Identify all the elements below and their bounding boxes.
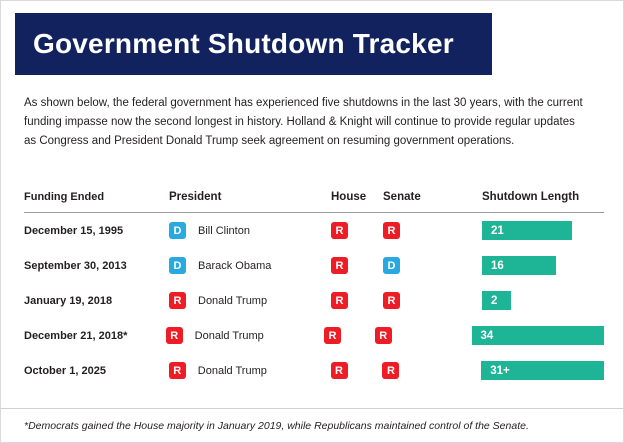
- president-name: Donald Trump: [198, 294, 268, 307]
- table-row: [24, 213, 604, 248]
- cell-shutdown-length: [482, 221, 604, 240]
- length-bar: 21: [482, 221, 572, 240]
- table-row: [24, 318, 604, 353]
- length-bar: 31+: [481, 361, 604, 380]
- column-header-president: President: [169, 191, 222, 203]
- cell-senate: [382, 362, 481, 379]
- house-party-badge-icon: R: [331, 292, 348, 309]
- column-header-funding-ended: Funding Ended: [24, 191, 105, 203]
- cell-funding-ended: December 15, 1995: [24, 224, 124, 237]
- senate-party-badge-icon: R: [375, 327, 392, 344]
- table-row: [24, 353, 604, 388]
- house-party-badge-icon: R: [331, 362, 348, 379]
- cell-house: [331, 222, 383, 239]
- cell-shutdown-length: [482, 256, 604, 275]
- president-name: Bill Clinton: [198, 224, 250, 237]
- president-name: Donald Trump: [197, 364, 267, 377]
- cell-shutdown-length: [482, 291, 604, 310]
- party-badge-icon: R: [166, 327, 183, 344]
- cell-house: [324, 327, 375, 344]
- footnote-divider: [1, 408, 623, 409]
- cell-senate: [375, 327, 472, 344]
- cell-house: [331, 292, 383, 309]
- senate-party-badge-icon: R: [383, 222, 400, 239]
- cell-president: [169, 362, 331, 379]
- president-name: Barack Obama: [198, 259, 272, 272]
- cell-senate: [383, 222, 482, 239]
- president-name: Donald Trump: [194, 329, 264, 342]
- cell-house: [331, 257, 383, 274]
- cell-funding-ended: December 21, 2018*: [24, 329, 128, 342]
- page-title: Government Shutdown Tracker: [33, 28, 454, 59]
- cell-president: [169, 292, 331, 309]
- table-row: [24, 248, 604, 283]
- party-badge-icon: R: [169, 362, 186, 379]
- cell-senate: [383, 292, 482, 309]
- shutdown-table: [24, 184, 604, 388]
- house-party-badge-icon: R: [331, 222, 348, 239]
- title-banner: [15, 13, 492, 75]
- house-party-badge-icon: R: [324, 327, 341, 344]
- cell-shutdown-length: [481, 361, 604, 380]
- column-header-shutdown-length: Shutdown Length: [482, 191, 580, 203]
- cell-president: [169, 222, 331, 239]
- house-party-badge-icon: R: [331, 257, 348, 274]
- cell-funding-ended: October 1, 2025: [24, 364, 106, 377]
- party-badge-icon: D: [169, 257, 186, 274]
- column-header-house: House: [331, 191, 367, 203]
- intro-paragraph: As shown below, the federal government has experienced five shutdowns in the last 30 years, with the current funding impasse now the second longest in history. Holland & Knight will continue to provide regular updates as Congress and President Donald Trump seek agreement on resuming government operations.: [24, 97, 583, 147]
- column-header-senate: Senate: [383, 191, 421, 203]
- length-bar: 34: [472, 326, 605, 345]
- length-bar: 16: [482, 256, 556, 275]
- cell-senate: [383, 257, 482, 274]
- cell-president: [166, 327, 324, 344]
- table-row: [24, 283, 604, 318]
- senate-party-badge-icon: R: [382, 362, 399, 379]
- cell-shutdown-length: [472, 326, 605, 345]
- party-badge-icon: R: [169, 292, 186, 309]
- cell-president: [169, 257, 331, 274]
- cell-funding-ended: January 19, 2018: [24, 294, 113, 307]
- cell-funding-ended: September 30, 2013: [24, 259, 127, 272]
- senate-party-badge-icon: D: [383, 257, 400, 274]
- senate-party-badge-icon: R: [383, 292, 400, 309]
- footnote: *Democrats gained the House majority in January 2019, while Republicans maintained control of the Senate.: [24, 420, 529, 432]
- cell-house: [331, 362, 383, 379]
- party-badge-icon: D: [169, 222, 186, 239]
- length-bar: 2: [482, 291, 511, 310]
- table-header-row: [24, 184, 604, 210]
